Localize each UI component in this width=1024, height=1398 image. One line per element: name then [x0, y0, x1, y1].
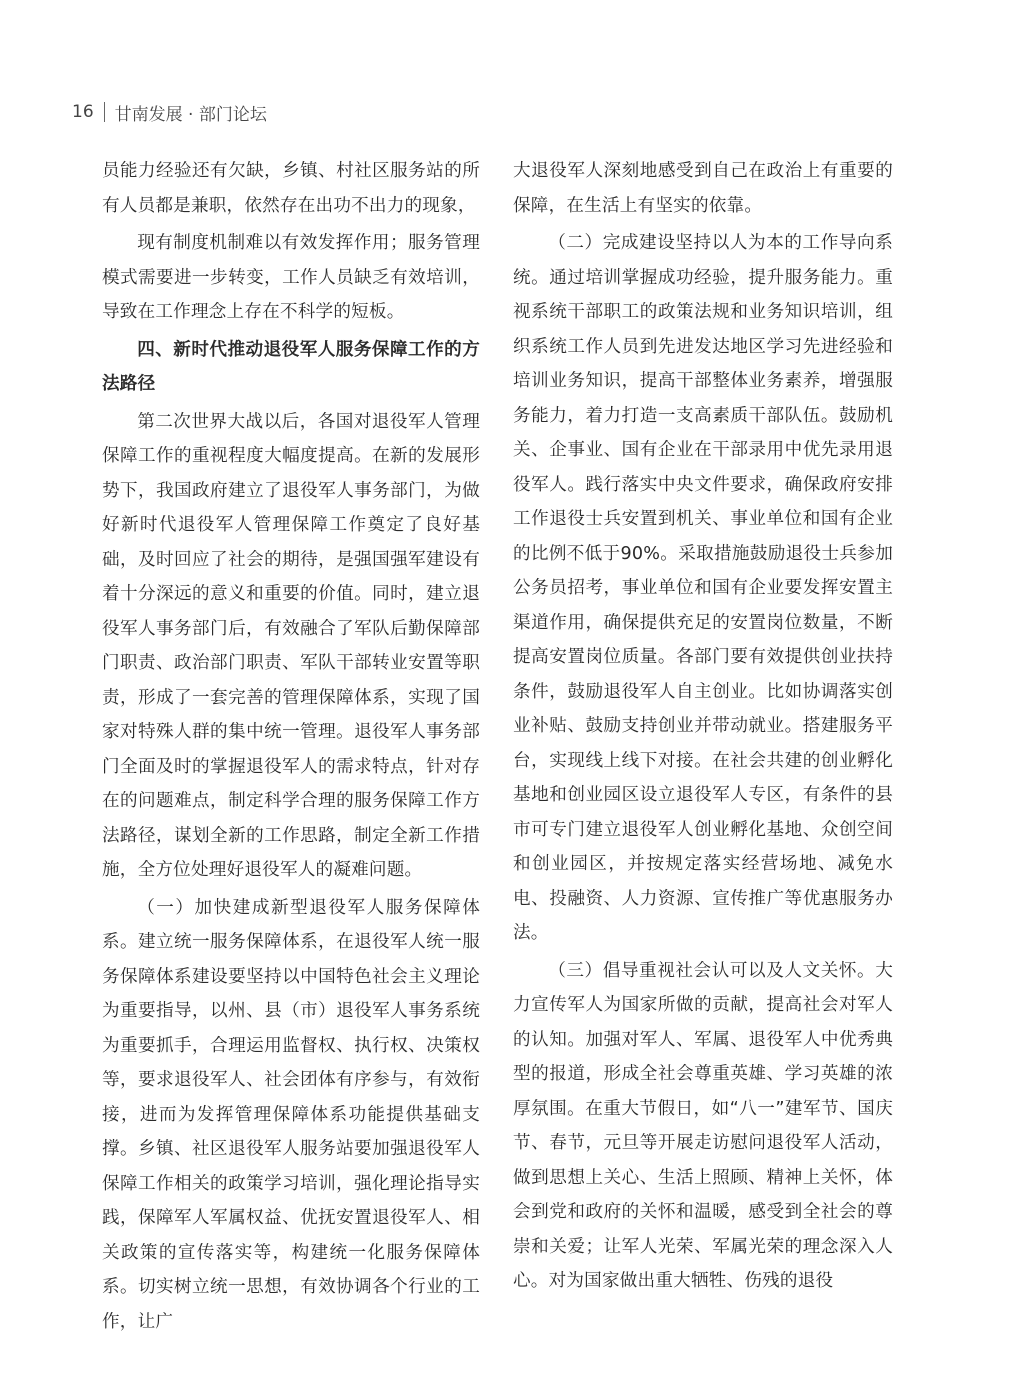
paragraph: 现有制度机制难以有效发挥作用；服务管理模式需要进一步转变，工作人员缺乏有效培训，导致在工作理念上存在不科学的短板。 [102, 233, 480, 322]
right-column [513, 154, 893, 1302]
paragraph: 第二次世界大战以后，各国对退役军人管理保障工作的重视程度大幅度提高。在新的发展形势下，我国政府建立了退役军人事务部门，为做好新时代退役军人管理保障工作奠定了良好基础，及时回应了社会的期待，是强国强军建设有着十分深远的意义和重要的价值。同时，建立退役军人事务部门后，有效融合了军队后勤保障部门职责、政治部门职责、军队干部转业安置等职责，形成了一套完善的管理保障体系，实现了国家对特殊人群的集中统一管理。退役军人事务部门全面及时的掌握退役军人的需求特点，针对存在的问题难点，制定科学合理的服务保障工作方法路径，谋划全新的工作思路，制定全新工作措施，全方位处理好退役军人的凝难问题。 [102, 411, 480, 880]
left-column [102, 154, 480, 1342]
paragraph-continued: 大退役军人深刻地感受到自己在政治上有重要的保障，在生活上有坚实的依靠。 [513, 161, 893, 216]
running-header [72, 97, 267, 127]
paragraph: （一）加快建成新型退役军人服务保障体系。建立统一服务保障体系，在退役军人统一服务保障体系建设要坚持以中国特色社会主义理论为重要指导，以州、县（市）退役军人事务系统为重要抓手，合理运用监督权、执行权、决策权等，要求退役军人、社会团体有序参与，有效衔接，进而为发挥管理保障体系功能提供基础支撑。乡镇、社区退役军人服务站要加强退役军人保障工作相关的政策学习培训，强化理论指导实践，保障军人军属权益、优抚安置退役军人、相关政策的宣传落实等，构建统一化服务保障体系。切实树立统一思想，有效协调各个行业的工作，让广 [102, 897, 480, 1332]
paragraph: （三）倡导重视社会认可以及人文关怀。大力宣传军人为国家所做的贡献，提高社会对军人的认知。加强对军人、军属、退役军人中优秀典型的报道，形成全社会尊重英雄、学习英雄的浓厚氛围。在重大节假日，如“八一”建军节、国庆节、春节，元旦等开展走访慰问退役军人活动，做到思想上关心、生活上照顾、精神上关怀，体会到党和政府的关怀和温暖，感受到全社会的尊崇和关爱；让军人光荣、军属光荣的理念深入人心。对为国家做出重大牺牲、伤残的退役 [513, 960, 893, 1291]
journal-section-title: 甘南发展 · 部门论坛 [114, 104, 267, 125]
paragraph: （二）完成建设坚持以人为本的工作导向系统。通过培训掌握成功经验，提升服务能力。重视系统干部职工的政策法规和业务知识培训，组织系统工作人员到先进发达地区学习先进经验和培训业务知识，提高干部整体业务素养，增强服务能力，着力打造一支高素质干部队伍。鼓励机关、企事业、国有企业在干部录用中优先录用退役军人。践行落实中央文件要求，确保政府安排工作退役士兵安置到机关、事业单位和国有企业的比例不低于90%。采取措施鼓励退役士兵参加公务员招考，事业单位和国有企业要发挥安置主渠道作用，确保提供充足的安置岗位数量，不断提高安置岗位质量。各部门要有效提供创业扶持条件，鼓励退役军人自主创业。比如协调落实创业补贴、鼓励支持创业并带动就业。搭建服务平台，实现线上线下对接。在社会共建的创业孵化基地和创业园区设立退役军人专区，有条件的县市可专门建立退役军人创业孵化基地、众创空间和创业园区，并按规定落实经营场地、减免水电、投融资、人力资源、宣传推广等优惠服务办法。 [513, 233, 893, 943]
paragraph-continued: 员能力经验还有欠缺，乡镇、村社区服务站的所有人员都是兼职，依然存在出功不出力的现象， [102, 161, 480, 216]
header-divider [104, 102, 105, 122]
page-number: 16 [72, 102, 94, 122]
section-heading: 四、新时代推动退役军人服务保障工作的方法路径 [102, 339, 480, 394]
